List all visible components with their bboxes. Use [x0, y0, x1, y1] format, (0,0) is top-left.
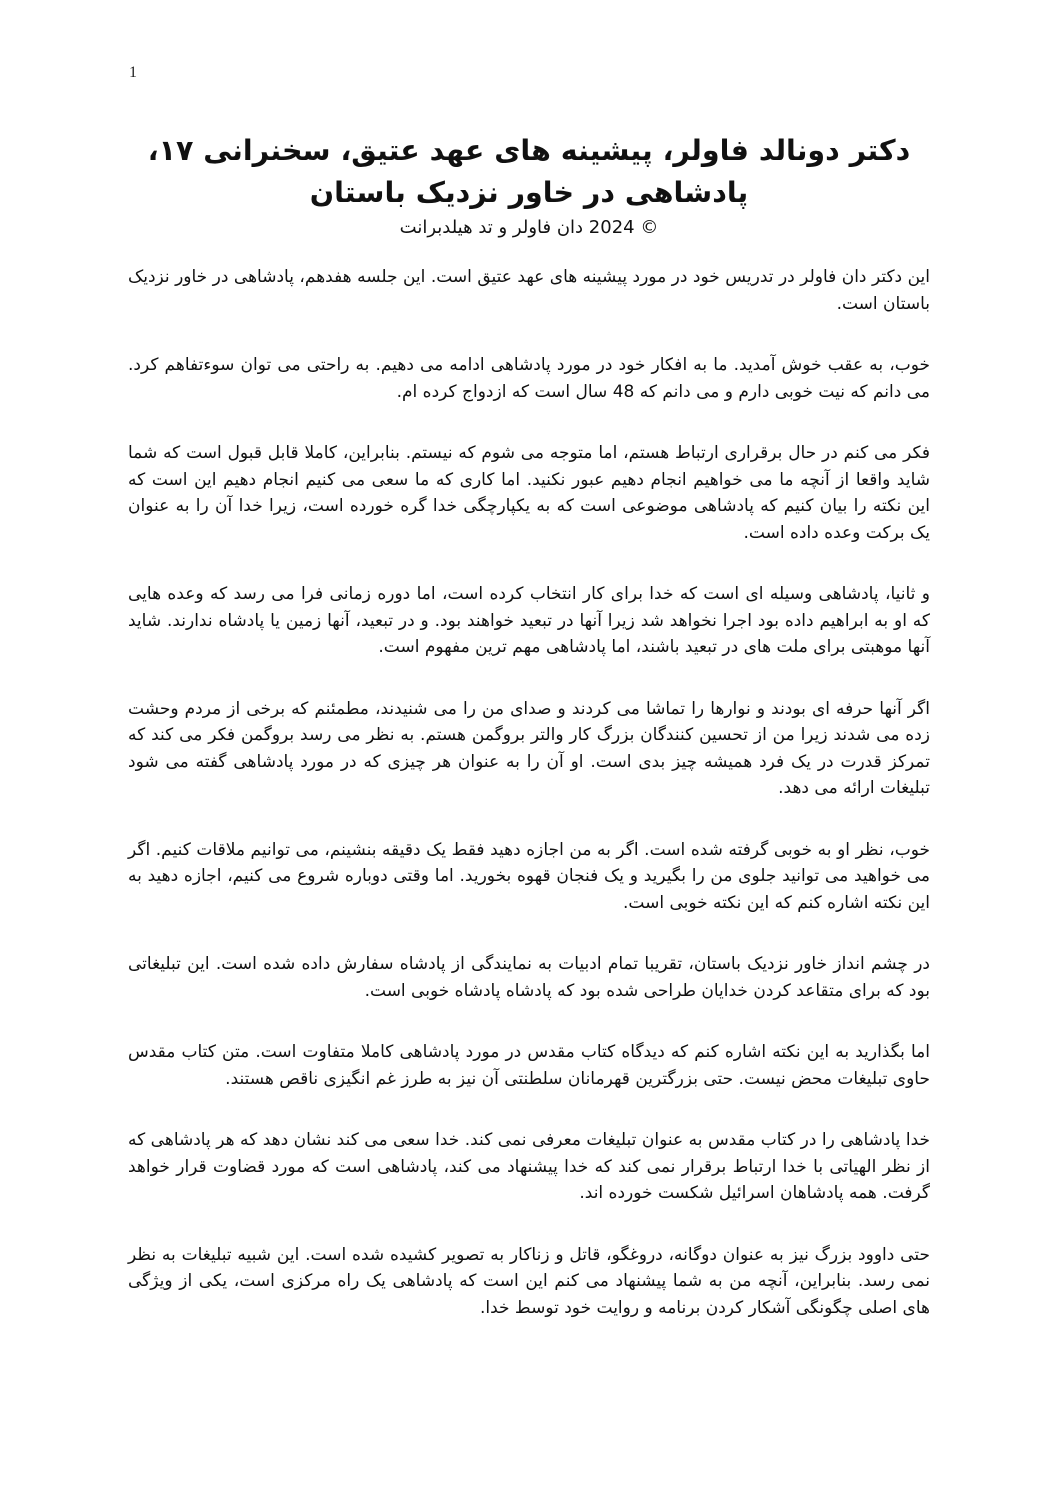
paragraph: و ثانیا، پادشاهی وسیله ای است که خدا برای کار انتخاب کرده است، اما دوره زمانی فرا می رسد که وعده هایی که او به ابراهیم داده بود اجرا نخواهد شد زیرا آنها در تبعید خواهند بود. و در تبعید، آنها زمین یا پادشاه ندارند. شاید آنها موهبتی برای ملت های در تبعید باشند، اما پادشاهی مهم ترین مفهوم است.	[128, 584, 930, 657]
document-title: دکتر دونالد فاولر، پیشینه های عهد عتیق، سخنرانی ۱۷، پادشاهی در خاور نزدیک باستان	[147, 134, 911, 209]
paragraph: در چشم انداز خاور نزدیک باستان، تقریبا تمام ادبیات به نمایندگی از پادشاه سفارش داده شده است. این تبلیغاتی بود که برای متقاعد کردن خدایان طراحی شده بود که پادشاه پادشاه خوبی است.	[128, 954, 930, 1001]
paragraph: خدا پادشاهی را در کتاب مقدس به عنوان تبلیغات معرفی نمی کند. خدا سعی می کند نشان دهد که هر پادشاهی که از نظر الهیاتی با خدا ارتباط برقرار نمی کند که خدا پیشنهاد می کند، پادشاهی است که مورد قضاوت قرار خواهد گرفت. همه پادشاهان اسرائیل شکست خورده اند.	[128, 1130, 930, 1203]
document-body	[128, 130, 930, 1356]
page-number: 1	[129, 64, 137, 81]
paragraph: این دکتر دان فاولر در تدریس خود در مورد پیشینه های عهد عتیق است. این جلسه هفدهم، پادشاهی در خاور نزدیک باستان است.	[128, 267, 930, 314]
paragraph: حتی داوود بزرگ نیز به عنوان دوگانه، دروغگو، قاتل و زناکار به تصویر کشیده شده است. این شبیه تبلیغات به نظر نمی رسد. بنابراین، آنچه من به شما پیشنهاد می کنم این است که پادشاهی یک راه مرکزی است، یکی از ویژگی های اصلی چگونگی آشکار کردن برنامه و روایت خود توسط خدا.	[128, 1244, 930, 1318]
paragraph: خوب، به عقب خوش آمدید. ما به افکار خود در مورد پادشاهی ادامه می دهیم. به راحتی می توان سوءتفاهم کرد. می دانم که نیت خوبی دارم و می دانم که 48 سال است که ازدواج کرده ام.	[128, 355, 930, 402]
paragraph: خوب، نظر او به خوبی گرفته شده است. اگر به من اجازه دهید فقط یک دقیقه بنشینم، می توانیم ملاقات کنیم. اگر می خواهید می توانید جلوی من را بگیرید و یک فنجان قهوه بخورید. اما وقتی دوباره شروع می کنیم، اجازه دهید به این نکته اشاره کنم که این نکته خوبی است.	[128, 839, 930, 913]
copyright-line: © 2024 دان فاولر و تد هیلدبرانت	[399, 217, 659, 238]
paragraph: فکر می کنم در حال برقراری ارتباط هستم، اما متوجه می شوم که نیستم. بنابراین، کاملا قابل قبول است که شما شاید واقعا از آنچه ما می خواهیم انجام دهیم عبور نکنید. اما کاری که ما سعی می کنیم انجام دهیم این است که این نکته را بیان کنیم که پادشاهی موضوعی است که به یکپارچگی خدا گره خورده است، زیرا خدا آن را به عنوان یک برکت وعده داده است.	[128, 443, 930, 543]
paragraph: اما بگذارید به این نکته اشاره کنم که دیدگاه کتاب مقدس در مورد پادشاهی کاملا متفاوت است. متن کتاب مقدس حاوی تبلیغات محض نیست. حتی بزرگترین قهرمانان سلطنتی آن نیز به طرز غم انگیزی ناقص هستند.	[128, 1042, 930, 1089]
paragraph: اگر آنها حرفه ای بودند و نوارها را تماشا می کردند و صدای من را می شنیدند، مطمئنم که برخی از مردم وحشت زده می شدند زیرا من از تحسین کنندگان بزرگ کار والتر بروگمن هستم. به نظر می رسد بروگمن فکر می کند که تمرکز قدرت در یک فرد همیشه چیز بدی است. او آن را به عنوان هر چیزی که در مورد پادشاهی گفته می شود تبلیغات ارائه می دهد.	[128, 698, 930, 798]
